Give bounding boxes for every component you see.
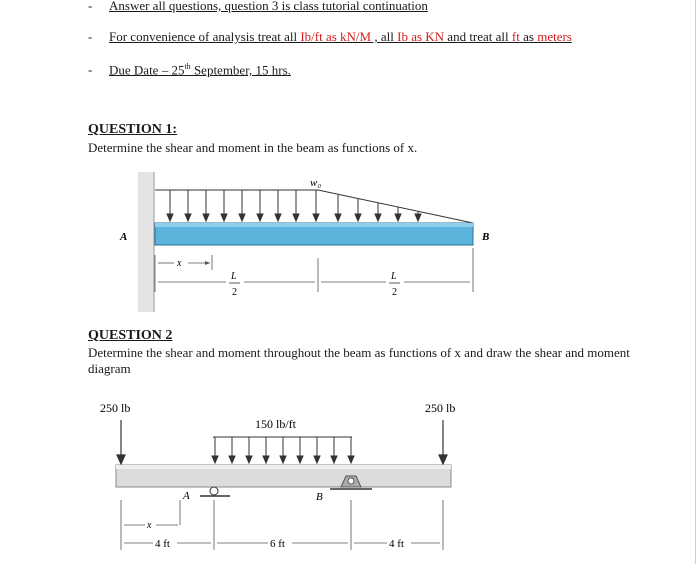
dim-l-den: 2 <box>232 287 237 298</box>
beam-highlight <box>116 465 451 469</box>
instruction-2-part: and treat all <box>444 29 512 44</box>
dim-r-den: 2 <box>392 287 397 298</box>
dist-load-label: 150 lb/ft <box>255 417 296 431</box>
question-2-heading: QUESTION 2 <box>88 328 173 343</box>
bullet-dash: - <box>88 29 93 44</box>
instruction-2-part: as <box>519 29 538 44</box>
unit-meters: meters <box>537 29 572 44</box>
right-point-load <box>439 420 447 464</box>
question-1-text: Determine the shear and moment in the beam as functions of x. <box>88 140 418 155</box>
due-date-prefix: Due Date – 25 <box>109 62 185 78</box>
label-a: A <box>183 490 190 502</box>
unit-ft: ft <box>511 29 520 44</box>
label-b: B <box>316 491 323 503</box>
instruction-2-part: , all <box>371 29 398 44</box>
x-label: x <box>177 258 182 269</box>
load-label-w0: w₀ <box>310 177 322 189</box>
due-date-sup: th <box>184 62 191 71</box>
dim-4ft-right: 4 ft <box>389 538 404 550</box>
support-a <box>200 487 230 496</box>
unit-lbft: Ib/ft as kN/M <box>300 29 372 44</box>
left-force-label: 250 lb <box>100 401 131 415</box>
unit-lb: Ib as KN <box>397 29 445 44</box>
bullet-dash: - <box>88 62 93 77</box>
bullet-dash: - <box>88 0 93 13</box>
label-b: B <box>482 231 490 243</box>
instruction-2-part: For convenience of analysis treat all <box>109 29 301 44</box>
instruction-1: Answer all questions, question 3 is class tutorial continuation <box>109 0 428 13</box>
dist-load-arrows <box>212 437 354 463</box>
dim-4ft-left: 4 ft <box>155 538 170 550</box>
question-1-heading: QUESTION 1: <box>88 122 178 137</box>
dim-r-num: L <box>391 271 397 282</box>
due-date-suffix: September, 15 hrs. <box>190 62 291 78</box>
x-label: x <box>147 520 152 531</box>
dim-l-num: L <box>231 271 237 282</box>
right-force-label: 250 lb <box>425 401 456 415</box>
question-2-text: Determine the shear and moment throughout the beam as functions of x and draw the shear and moment diagram <box>88 345 630 376</box>
dim-6ft: 6 ft <box>270 538 285 550</box>
left-point-load <box>117 420 125 464</box>
label-a: A <box>120 231 128 243</box>
